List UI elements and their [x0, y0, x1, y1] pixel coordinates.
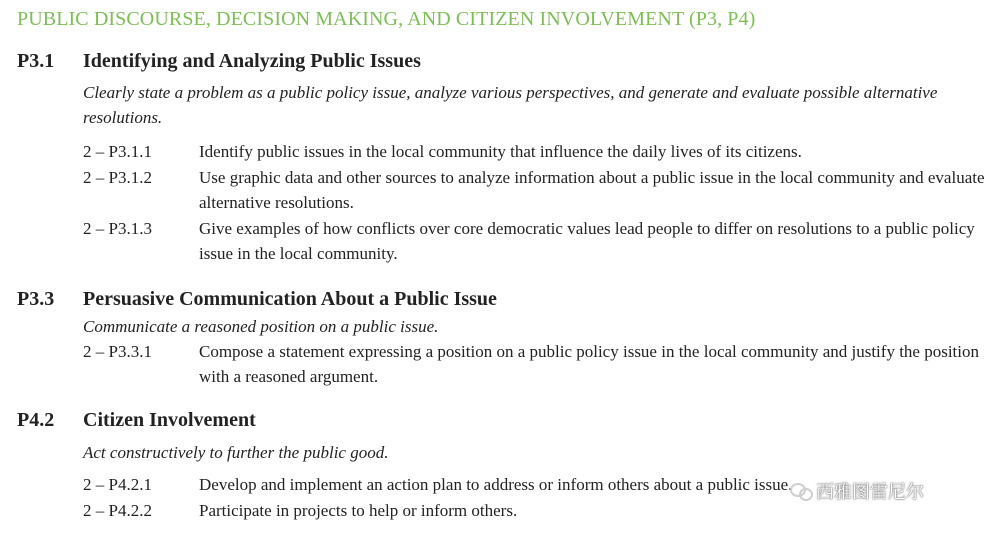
standard-text: Use graphic data and other sources to analyze information about a public issue in the local community and evaluate alternative resolutions. — [199, 168, 985, 212]
section-title: Identifying and Analyzing Public Issues — [83, 50, 421, 72]
standard-text: Compose a statement expressing a position on a public policy issue in the local community and justify the position with a reasoned argument. — [199, 342, 979, 386]
wechat-icon — [790, 482, 812, 500]
standard-item — [83, 165, 995, 215]
section-code: P3.1 — [17, 50, 55, 72]
standard-item — [83, 139, 995, 164]
section-code: P3.3 — [17, 288, 55, 310]
page-header: PUBLIC DISCOURSE, DECISION MAKING, AND CITIZEN INVOLVEMENT (P3, P4) — [17, 8, 756, 30]
standard-item — [83, 339, 995, 389]
section-description: Communicate a reasoned position on a public issue. — [83, 317, 439, 336]
section-description: Act constructively to further the public good. — [83, 443, 389, 462]
section-title: Persuasive Communication About a Public Issue — [83, 288, 497, 310]
standard-item — [83, 216, 995, 266]
standard-number: 2 – P3.3.1 — [83, 342, 152, 361]
section-title: Citizen Involvement — [83, 409, 256, 431]
section-description: Clearly state a problem as a public policy issue, analyze various perspectives, and generate and evaluate possible alternative resolutions. — [83, 83, 938, 127]
standard-text: Identify public issues in the local community that influence the daily lives of its citizens. — [199, 142, 802, 161]
standard-text: Develop and implement an action plan to address or inform others about a public issue. — [199, 475, 793, 494]
standard-text: Give examples of how conflicts over core democratic values lead people to differ on resolutions to a public policy issue in the local community. — [199, 219, 975, 263]
section-code: P4.2 — [17, 409, 55, 431]
standard-number: 2 – P4.2.2 — [83, 501, 152, 520]
standard-number: 2 – P4.2.1 — [83, 475, 152, 494]
standard-text: Participate in projects to help or inform others. — [199, 501, 518, 520]
standard-number: 2 – P3.1.1 — [83, 142, 152, 161]
watermark — [790, 478, 924, 504]
standard-number: 2 – P3.1.2 — [83, 168, 152, 187]
watermark-text: 西雅图雷尼尔 — [816, 482, 924, 503]
standard-number: 2 – P3.1.3 — [83, 219, 152, 238]
